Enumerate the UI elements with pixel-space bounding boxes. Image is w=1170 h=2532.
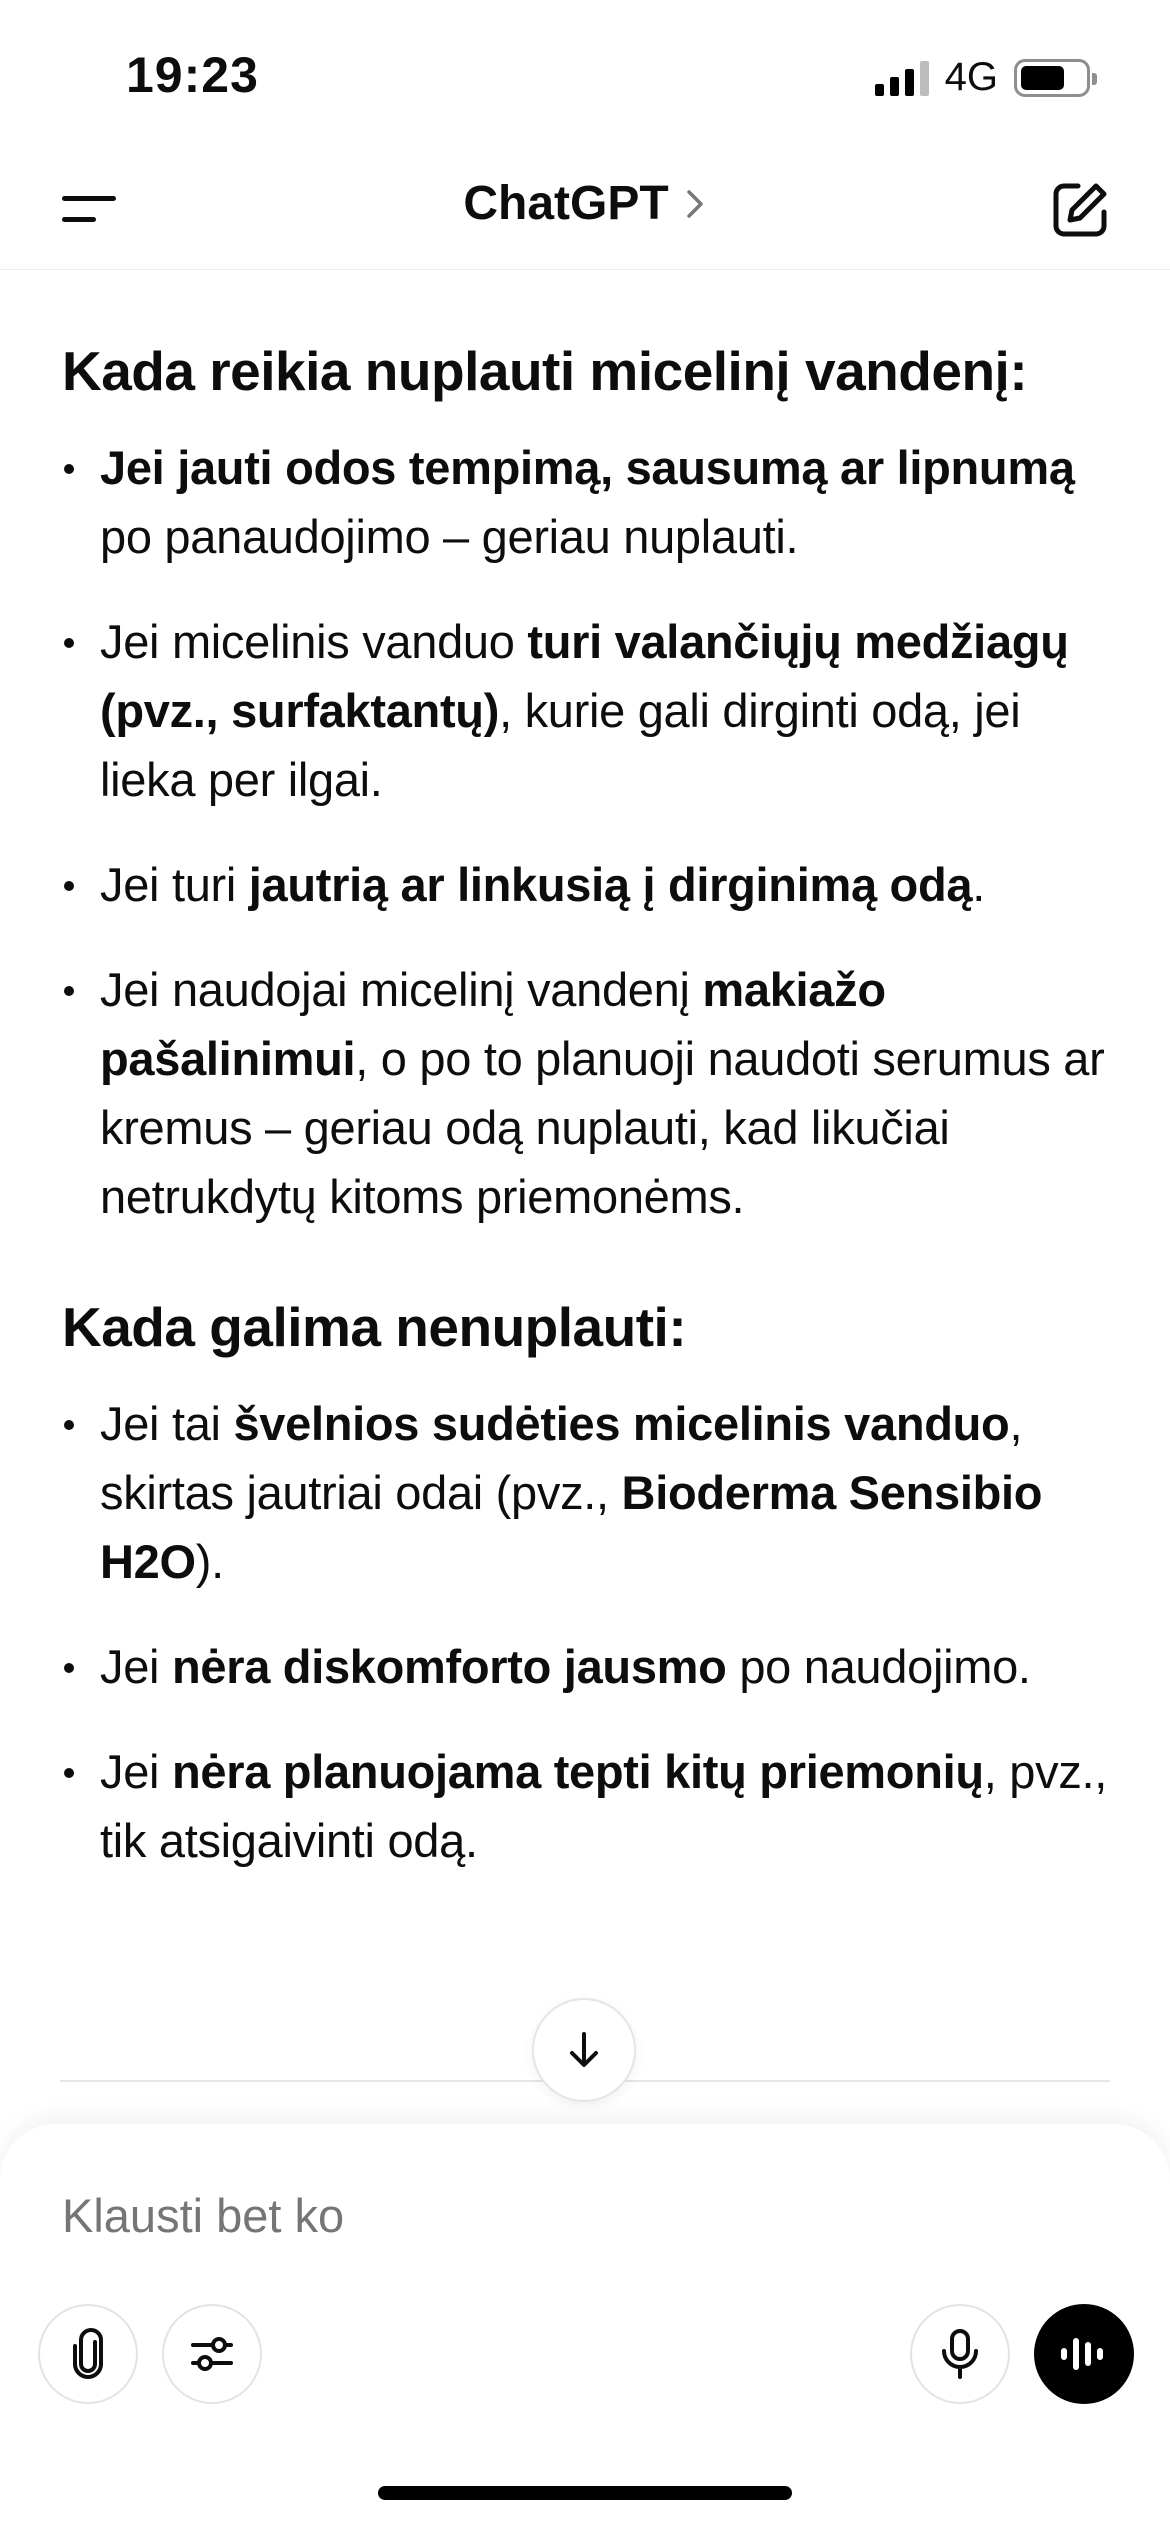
list-item [62, 850, 1122, 919]
scroll-down-button[interactable] [532, 1998, 636, 2102]
bold-text: nėra diskomforto jausmo [171, 1640, 727, 1693]
battery-icon [1014, 59, 1090, 97]
status-time: 19:23 [126, 47, 259, 103]
status-bar [0, 0, 1170, 150]
network-type: 4G [944, 55, 998, 99]
text-segment: Jei naudojai micelinį vandenį [100, 963, 703, 1016]
bold-text: švelnios sudėties micelinis vanduo [233, 1397, 1010, 1450]
text-segment: ). [195, 1535, 224, 1588]
bold-text: Bioderma Sensibio H2O [100, 1466, 1043, 1588]
battery-level [1021, 66, 1064, 90]
bold-text: Jei jauti odos tempimą, sausumą ar lipnumą [100, 441, 1075, 494]
bold-text: nėra planuojama tepti kitų priemonių [171, 1745, 984, 1798]
text-segment: po naudojimo. [726, 1640, 1031, 1693]
text-segment: Jei micelinis vanduo [100, 615, 528, 668]
message-input[interactable] [62, 2188, 962, 2243]
text-segment: Jei tai [100, 1397, 234, 1450]
bullet-list [62, 1389, 1122, 1875]
assistant-message [62, 335, 1122, 1911]
voice-waveform-icon [1057, 2332, 1111, 2376]
text-segment: , skirtas jautriai odai (pvz., [100, 1397, 1023, 1519]
status-indicators [875, 55, 1090, 100]
text-segment: , kurie gali dirginti odą, jei lieka per ilgai. [100, 684, 1021, 806]
section-heading: Kada galima nenuplauti: [62, 1296, 687, 1358]
sliders-icon [187, 2329, 237, 2379]
text-segment: po panaudojimo – geriau nuplauti. [100, 510, 799, 563]
text-segment: , o po to planuoji naudoti serumus ar kremus – geriau odą nuplauti, kad likučiai netrukdytų kitoms priemonėms. [100, 1032, 1105, 1223]
list-item [62, 955, 1122, 1231]
bold-text: jautrią ar linkusią į dirginimą odą [248, 858, 973, 911]
arrow-down-icon [562, 2028, 606, 2072]
dictate-button[interactable] [910, 2304, 1010, 2404]
text-segment: Jei [100, 1745, 172, 1798]
list-item [62, 1632, 1122, 1701]
microphone-icon [938, 2327, 982, 2381]
text-segment: Jei turi [100, 858, 249, 911]
tools-button[interactable] [162, 2304, 262, 2404]
bold-text: makiažo pašalinimui [100, 963, 886, 1085]
bold-text: turi valančiųjų medžiagų (pvz., surfaktantų) [100, 615, 1069, 737]
attach-button[interactable] [38, 2304, 138, 2404]
text-segment: . [972, 858, 985, 911]
model-selector[interactable] [0, 176, 1170, 231]
composer [0, 2124, 1170, 2532]
text-segment: , pvz., tik atsigaivinti odą. [100, 1745, 1108, 1867]
section-heading: Kada reikia nuplauti micelinį vandenį: [62, 340, 1028, 402]
list-item [62, 607, 1122, 814]
bullet-list [62, 433, 1122, 1231]
page-title: ChatGPT [463, 177, 669, 230]
voice-mode-button[interactable] [1034, 2304, 1134, 2404]
list-item [62, 1389, 1122, 1596]
paperclip-icon [65, 2328, 111, 2380]
chevron-right-icon [683, 186, 707, 222]
list-item [62, 1737, 1122, 1875]
list-item [62, 433, 1122, 571]
new-chat-icon[interactable] [1048, 178, 1112, 242]
signal-icon [875, 60, 929, 96]
home-indicator [378, 2486, 792, 2500]
text-segment: Jei [100, 1640, 172, 1693]
app-header [0, 150, 1170, 270]
